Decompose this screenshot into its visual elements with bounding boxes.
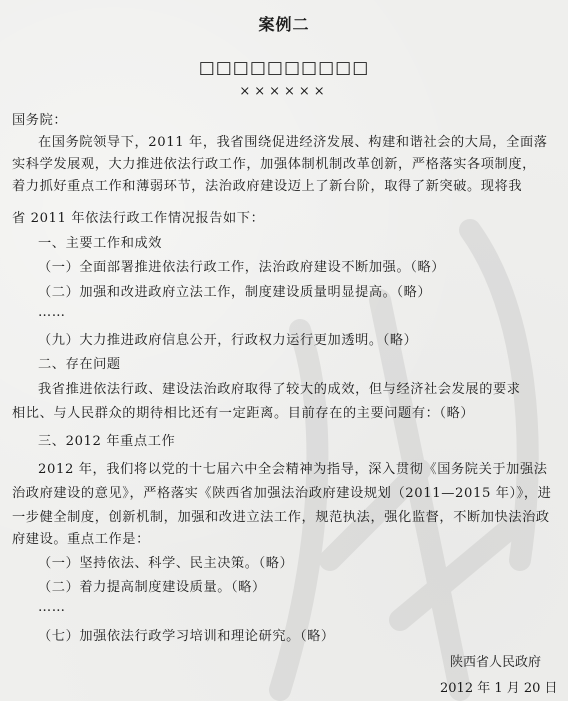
list-item: （一）全面部署推进依法行政工作，法治政府建设不断加强。（略）: [38, 260, 446, 275]
paragraph-line: 府建设。重点工作是：: [12, 532, 150, 547]
paragraph-line: 我省推进依法行政、建设法治政府取得了较大的成效，但与经济社会发展的要求: [38, 382, 521, 397]
document-title: □□□□□□□□□□: [198, 58, 370, 78]
section-heading: 三、2012 年重点工作: [38, 434, 176, 449]
list-item: （一）坚持依法、科学、民主决策。（略）: [38, 556, 294, 571]
section-heading: 一、主要工作和成效: [38, 236, 163, 251]
paragraph-line: 一步健全制度，创新机制，加强和改进立法工作，规范执法，强化监督，不断加快法治政: [12, 510, 550, 525]
list-item: （二）着力提高制度建设质量。（略）: [38, 580, 266, 595]
paragraph-line: 2012 年，我们将以党的十七届六中全会精神为指导，深入贯彻《国务院关于加强法: [38, 462, 548, 477]
list-item: （二）加强和改进政府立法工作，制度建设质量明显提高。（略）: [38, 285, 432, 300]
signature-org: 陕西省人民政府: [450, 655, 542, 670]
addressee: 国务院：: [12, 113, 68, 128]
signature-date: 2012 年 1 月 20 日: [440, 681, 558, 696]
case-title: 案例二: [258, 15, 310, 34]
paragraph-line: 相比、与人民群众的期待相比还有一定距离。目前存在的主要问题有：（略）: [12, 406, 475, 421]
paragraph-line: 实科学发展观，大力推进依法行政工作，加强体制机制改革创新，严格落实各项制度，: [12, 157, 536, 172]
document-number: ××××××: [239, 84, 329, 99]
paragraph-line: 治政府建设的意见》，严格落实《陕西省加强法治政府建设规划（2011—2015 年）》，进: [12, 486, 552, 501]
paragraph-line: 在国务院领导下，2011 年，我省围绕促进经济发展、构建和谐社会的大局，全面落: [38, 135, 548, 150]
list-item: （九）大力推进政府信息公开，行政权力运行更加透明。（略）: [38, 333, 418, 348]
section-heading: 二、存在问题: [38, 357, 121, 372]
ellipsis: ……: [38, 600, 66, 615]
paragraph-line: 省 2011 年依法行政工作情况报告如下：: [12, 211, 265, 226]
list-item: （七）加强依法行政学习培训和理论研究。（略）: [38, 629, 335, 644]
ellipsis: ……: [38, 305, 66, 320]
paragraph-line: 着力抓好重点工作和薄弱环节，法治政府建设迈上了新台阶，取得了新突破。现将我: [12, 179, 523, 194]
